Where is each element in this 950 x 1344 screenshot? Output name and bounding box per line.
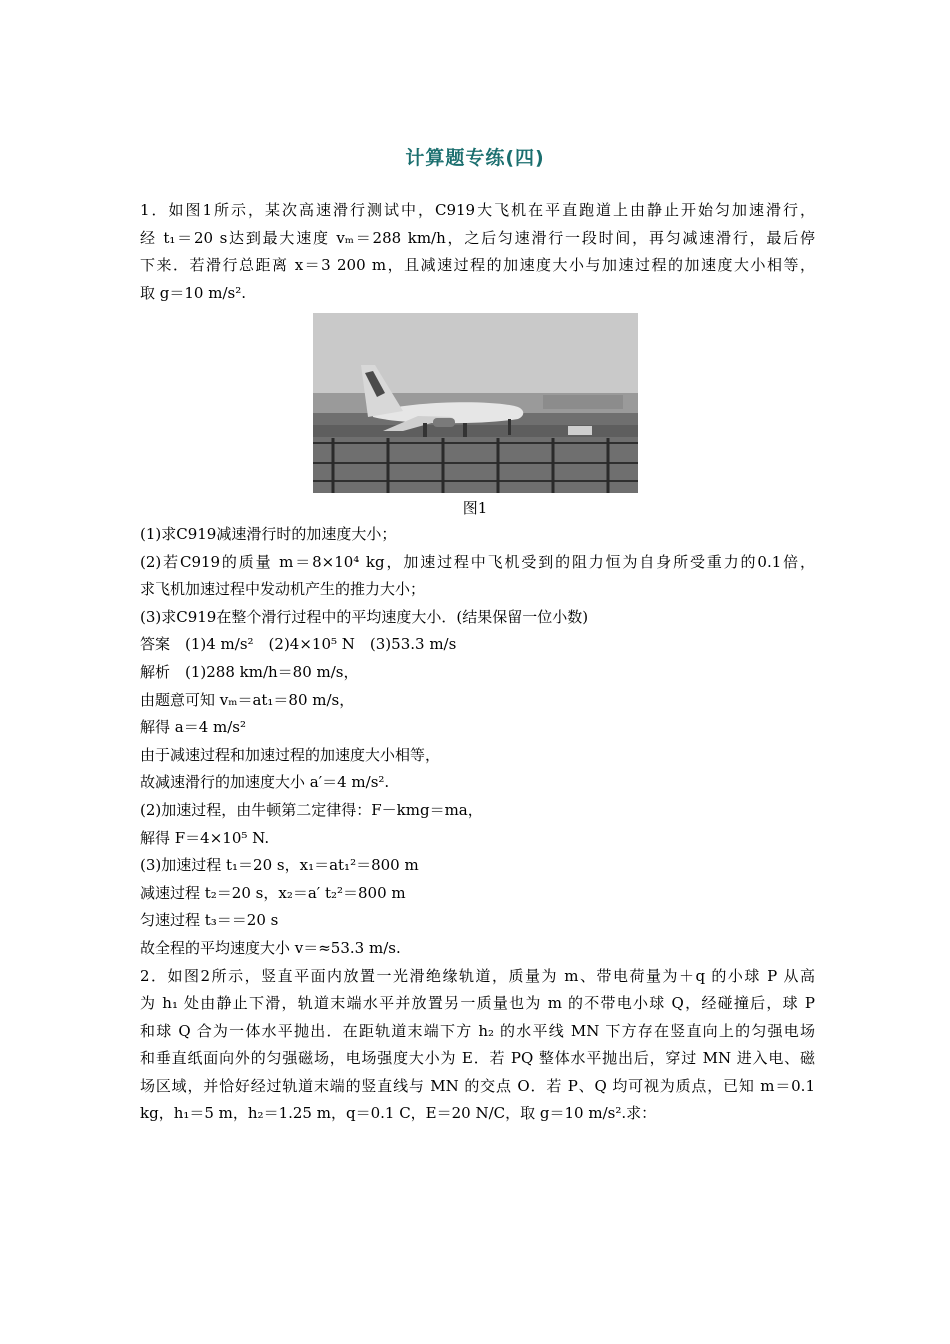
text-line: (3)加速过程 t₁＝20 s，x₁＝at₁²＝800 m: [140, 856, 419, 875]
text-line: 为 h₁ 处由静止下滑，轨道末端水平并放置另一质量也为 m 的不带电小球 Q，经碰撞后，球 P: [140, 994, 815, 1013]
text-line: 故全程的平均速度大小 v＝≈53.3 m/s.: [140, 938, 401, 957]
text-line: 下来．若滑行总距离 x＝3 200 m，且减速过程的加速度大小与加速过程的加速度大小相等，: [140, 256, 815, 275]
question-1-parts-and-solution: [140, 521, 815, 1128]
text-line: kg，h₁＝5 m，h₂＝1.25 m，q＝0.1 C，E＝20 N/C，取 g＝10 m/s².求：: [140, 1104, 657, 1123]
text-line: 场区域，并恰好经过轨道末端的竖直线与 MN 的交点 O．若 P、Q 均可视为质点，已知 m＝0.1: [140, 1076, 815, 1095]
text-line: 解析 (1)288 km/h＝80 m/s，: [140, 662, 359, 681]
airplane-illustration: [313, 313, 638, 493]
text-line: 经 t₁＝20 s达到最大速度 vₘ＝288 km/h，之后匀速滑行一段时间，再匀减速滑行，最后停: [140, 228, 815, 247]
figure-caption: 图1: [462, 499, 488, 517]
text-line: (2)若C919的质量 m＝8×10⁴ kg，加速过程中飞机受到的阻力恒为自身所受重力的0.1倍，: [140, 552, 815, 571]
text-line: 和球 Q 合为一体水平抛出．在距轨道末端下方 h₂ 的水平线 MN 下方存在竖直向上的匀强电场: [140, 1021, 815, 1040]
text-line: 求飞机加速过程中发动机产生的推力大小；: [140, 580, 426, 599]
text-line: 减速过程 t₂＝20 s，x₂＝a′ t₂²＝800 m: [140, 883, 406, 902]
text-line: 故减速滑行的加速度大小 a′＝4 m/s².: [140, 773, 390, 792]
text-line: 1．如图1所示，某次高速滑行测试中，C919大飞机在平直跑道上由静止开始匀加速滑行，: [140, 201, 815, 219]
text-line: 2．如图2所示，竖直平面内放置一光滑绝缘轨道，质量为 m、带电荷量为＋q 的小球 P 从高: [140, 966, 815, 985]
text-line: 和垂直纸面向外的匀强磁场，电场强度大小为 E．若 PQ 整体水平抛出后，穿过 MN 进入电、磁: [140, 1049, 815, 1068]
text-line: 由于减速过程和加速过程的加速度大小相等，: [140, 745, 441, 764]
text-line: 取 g＝10 m/s².: [140, 283, 246, 302]
page-title: 计算题专练(四): [405, 147, 545, 169]
text-line: (3)求C919在整个滑行过程中的平均速度大小．(结果保留一位小数): [140, 607, 589, 626]
text-line: 由题意可知 vₘ＝at₁＝80 m/s，: [140, 690, 355, 709]
text-line: 解得 a＝4 m/s²: [140, 718, 247, 737]
text-line: 解得 F＝4×10⁵ N.: [140, 828, 270, 847]
text-line: (1)求C919减速滑行时的加速度大小；: [140, 525, 397, 543]
airplane-photo: [313, 313, 638, 493]
text-line: 匀速过程 t₃＝＝20 s: [140, 911, 279, 930]
question-1-stem: [140, 197, 815, 307]
answer-line: 答案 (1)4 m/s² (2)4×10⁵ N (3)53.3 m/s: [140, 635, 457, 654]
text-line: (2)加速过程，由牛顿第二定律得：F－kmg＝ma，: [140, 800, 483, 819]
